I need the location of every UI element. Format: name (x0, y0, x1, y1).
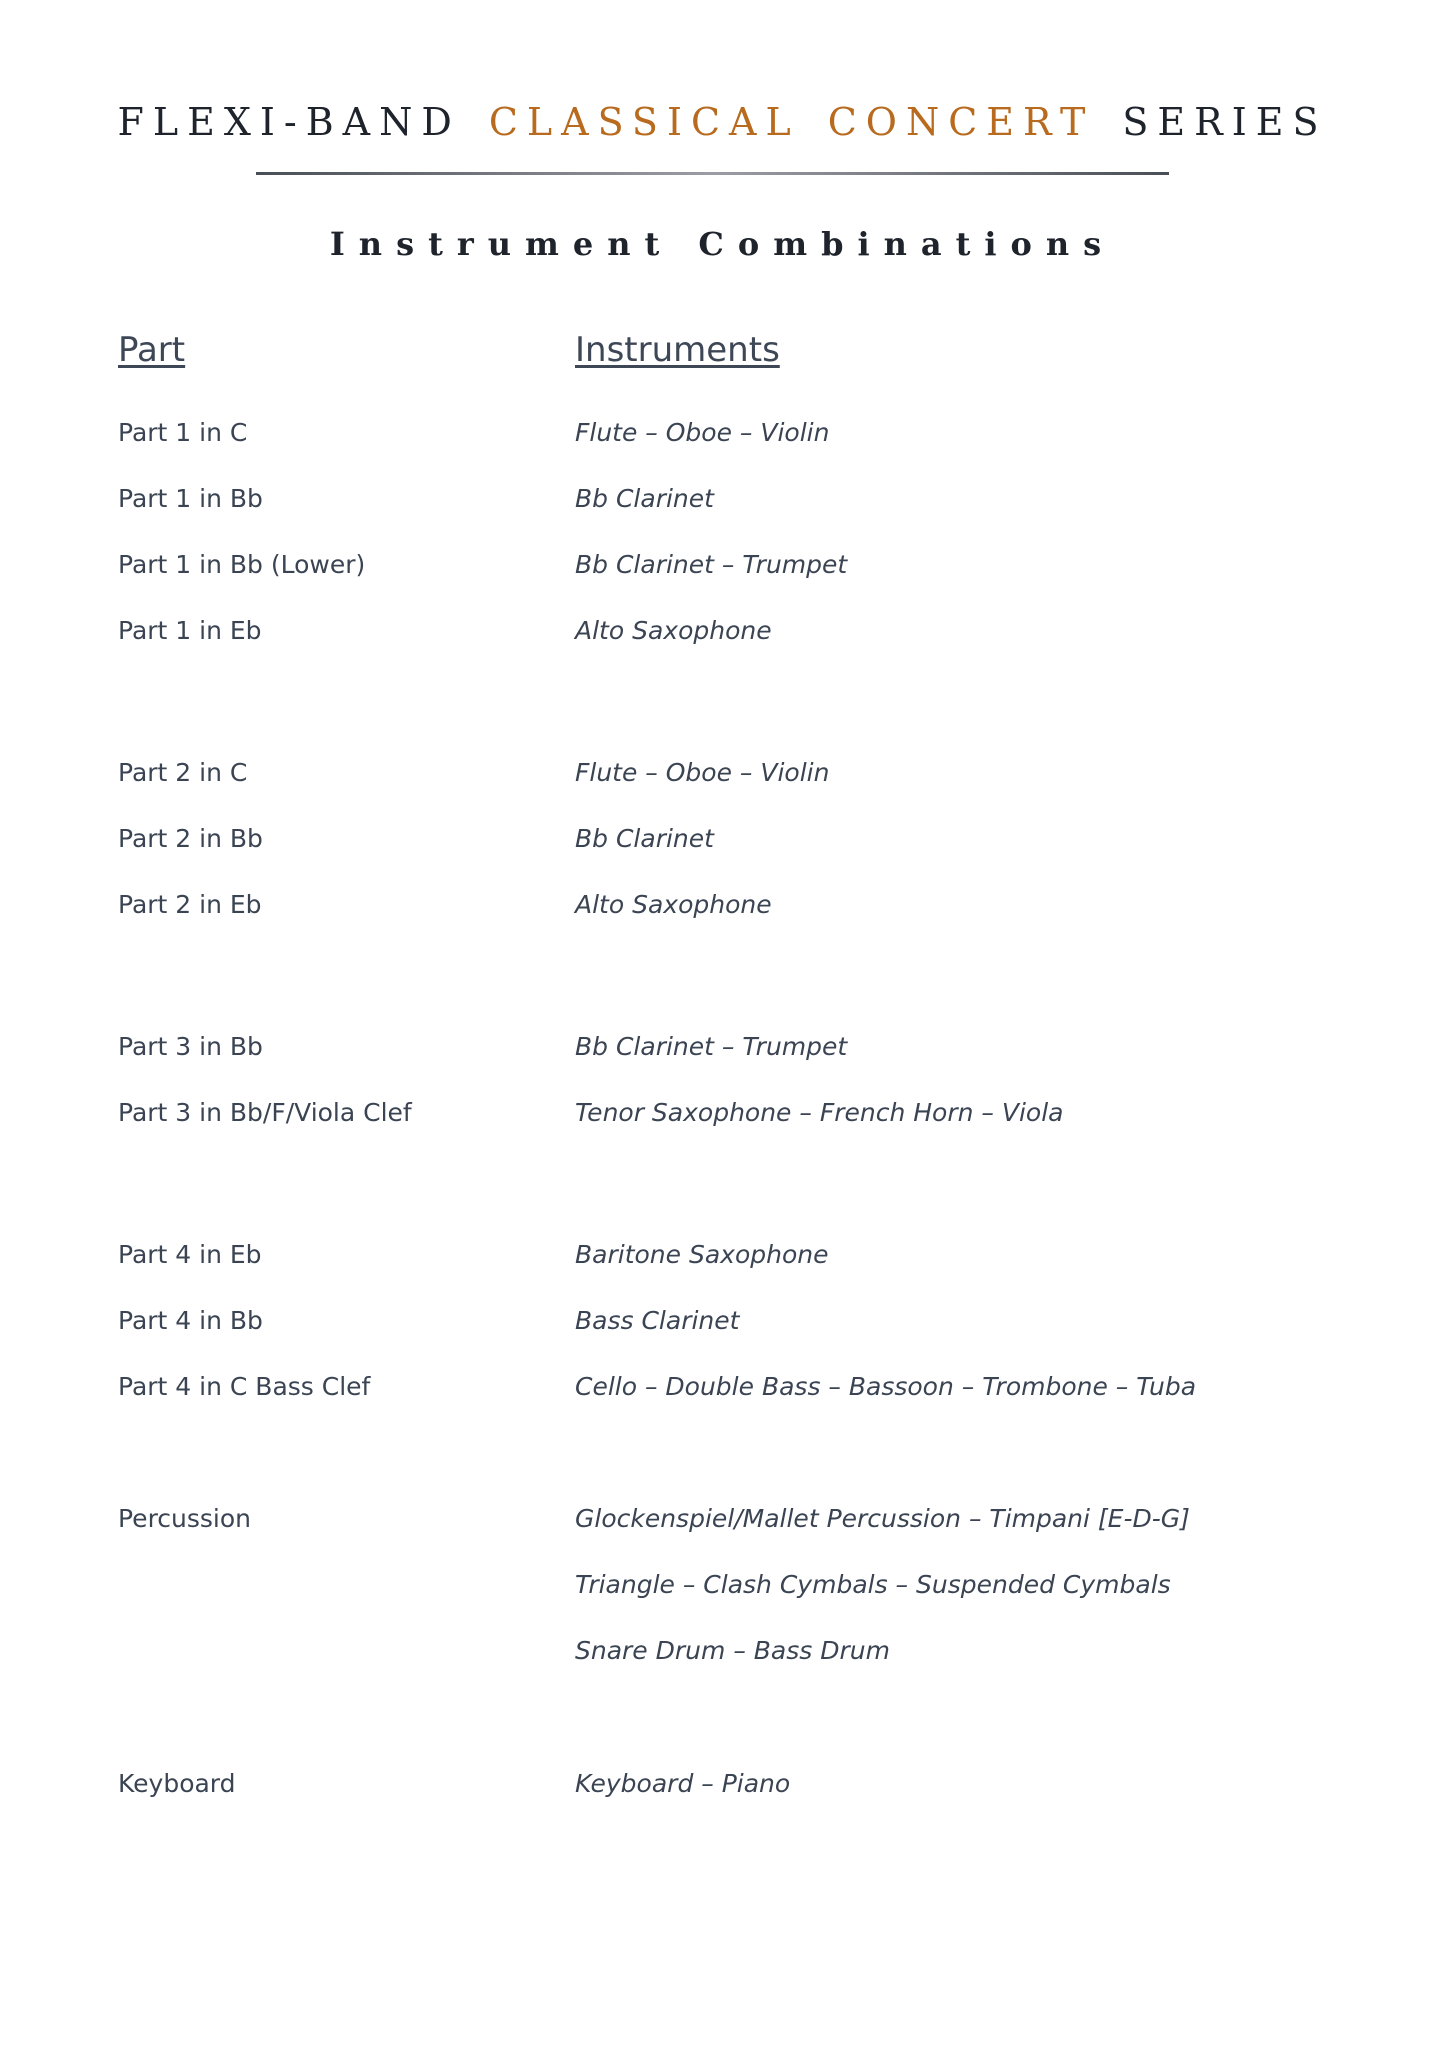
instruments-cell: Bb Clarinet – Trumpet (575, 550, 848, 579)
instruments-cell: Bb Clarinet (575, 484, 714, 513)
part-cell: Part 4 in Eb (118, 1240, 262, 1269)
instruments-cell: Bb Clarinet (575, 824, 714, 853)
part-cell: Part 1 in C (118, 418, 248, 447)
part-cell: Keyboard (118, 1769, 236, 1798)
part-cell: Part 4 in Bb (118, 1306, 263, 1335)
instruments-column-header: Instruments (575, 330, 780, 370)
instruments-cell: Glockenspiel/Mallet Percussion – Timpani [E-D-G] (575, 1504, 1190, 1533)
part-cell: Part 3 in Bb/F/Viola Clef (118, 1098, 412, 1127)
instruments-cell: Flute – Oboe – Violin (575, 758, 830, 787)
part-cell: Part 4 in C Bass Clef (118, 1372, 371, 1401)
part-cell: Percussion (118, 1504, 252, 1533)
instruments-cell: Bass Clarinet (575, 1306, 740, 1335)
instruments-cell: Alto Saxophone (575, 890, 772, 919)
part-cell: Part 1 in Bb (Lower) (118, 550, 366, 579)
part-cell: Part 2 in C (118, 758, 248, 787)
series-title-concert: CONCERT (827, 100, 1095, 144)
part-cell: Part 1 in Bb (118, 484, 263, 513)
instruments-cell: Triangle – Clash Cymbals – Suspended Cymbals (575, 1570, 1171, 1599)
part-cell: Part 1 in Eb (118, 616, 262, 645)
title-divider (256, 172, 1169, 175)
instruments-cell: Tenor Saxophone – French Horn – Viola (575, 1098, 1064, 1127)
part-cell: Part 2 in Bb (118, 824, 263, 853)
instruments-cell: Baritone Saxophone (575, 1240, 829, 1269)
instruments-cell: Snare Drum – Bass Drum (575, 1636, 890, 1665)
instruments-cell: Keyboard – Piano (575, 1769, 791, 1798)
instruments-cell: Alto Saxophone (575, 616, 772, 645)
series-title-flexi-band: FLEXI-BAND (117, 100, 461, 144)
page-subtitle: Instrument Combinations (329, 225, 1116, 263)
part-cell: Part 2 in Eb (118, 890, 262, 919)
series-title-classical: CLASSICAL (488, 100, 800, 144)
instruments-cell: Flute – Oboe – Violin (575, 418, 830, 447)
part-cell: Part 3 in Bb (118, 1032, 263, 1061)
part-column-header: Part (118, 330, 186, 370)
series-title (0, 100, 1445, 144)
instruments-cell: Bb Clarinet – Trumpet (575, 1032, 848, 1061)
instruments-cell: Cello – Double Bass – Bassoon – Trombone – Tuba (575, 1372, 1197, 1401)
series-title-series: SERIES (1122, 100, 1328, 144)
